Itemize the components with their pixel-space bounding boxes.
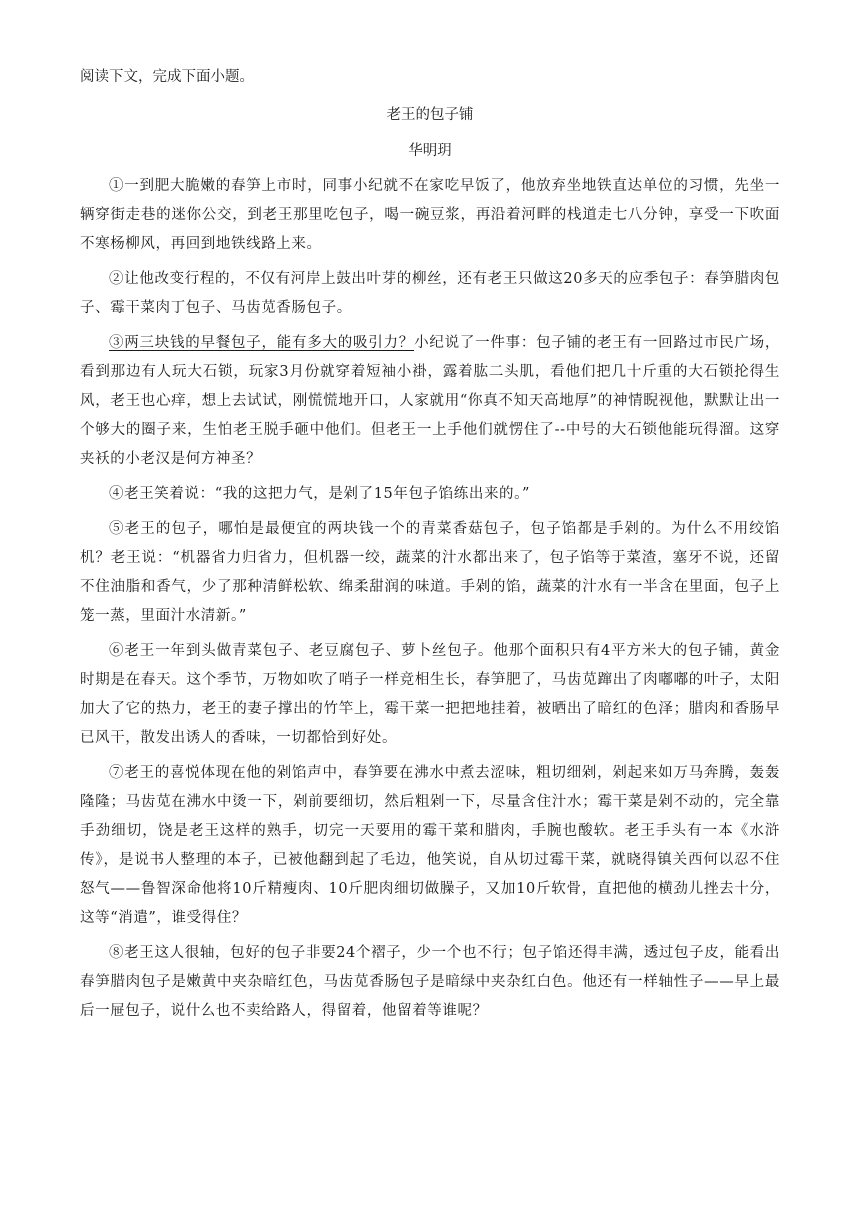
paragraph-8: ⑧老王这人很轴，包好的包子非要24个褶子，少一个也不行；包子馅还得丰满，透过包子皮，能看出春笋腊肉包子是嫩黄中夹杂暗红色，马齿苋香肠包子是暗绿中夹杂红白色。他还有一样轴性子——早上最后一屉包子，说什么也不卖给路人，得留着，他留着等谁呢？	[80, 945, 780, 1019]
paragraph-7: ⑦老王的喜悦体现在他的剁馅声中，春笋要在沸水中煮去涩味，粗切细剁，剁起来如万马奔腾，轰轰隆隆；马齿苋在沸水中烫一下，剁前要细切，然后粗剁一下，尽量含住汁水；霉干菜是剁不动的，完全靠手劲细切，饶是老王这样的熟手，切完一天要用的霉干菜和腊肉，手腕也酸软。老王手头有一本《水浒传》，是说书人整理的本子，已被他翻到起了毛边，他笑说，自从切过霉干菜，就晓得镇关西何以忍不住怒气——鲁智深命他将10斤精瘦肉、10斤肥肉细切做臊子，又加10斤软骨，直把他的横劲儿挫去十分，这等“消遣”，谁受得住？	[80, 765, 780, 926]
paragraph-2: ②让他改变行程的，不仅有河岸上鼓出叶芽的柳丝，还有老王只做这20多天的应季包子：春笋腊肉包子、霉干菜肉丁包子、马齿苋香肠包子。	[80, 271, 780, 316]
paragraph-6: ⑥老王一年到头做青菜包子、老豆腐包子、萝卜丝包子。他那个面积只有4平方米大的包子铺，黄金时期是在春天。这个季节，万物如吹了哨子一样竞相生长，春笋肥了，马齿苋蹿出了肉嘟嘟的叶子，太阳加大了它的热力，老王的妻子撑出的竹竿上，霉干菜一把把地挂着，被晒出了暗红的色泽；腊肉和香肠早已风干，散发出诱人的香味，一切都恰到好处。	[80, 643, 780, 746]
paragraph-1: ①一到肥大脆嫩的春笋上市时，同事小纪就不在家吃早饭了，他放弃坐地铁直达单位的习惯，先坐一辆穿街走巷的迷你公交，到老王那里吃包子，喝一碗豆浆，再沿着河畔的栈道走七八分钟，享受一下吹面不寒杨柳风，再回到地铁线路上来。	[80, 178, 780, 252]
document-page	[80, 66, 780, 1032]
underlined-sentence: ③两三块钱的早餐包子，能有多大的吸引力？	[109, 335, 415, 351]
paragraph-4: ④老王笑着说：“我的这把力气，是剁了15年包子馅练出来的。”	[109, 486, 531, 502]
instruction-text: 阅读下文，完成下面小题。	[80, 69, 254, 85]
article-author: 华明玥	[408, 143, 452, 159]
paragraph-3-rest: 小纪说了一件事：包子铺的老王有一回路过市民广场，看到那边有人玩大石锁，玩家3月份就穿着短袖小褂，露着肱二头肌，看他们把几十斤重的大石锁抡得生风，老王也心痒，想上去试试，刚慌慌地开口，人家就用“你真不知天高地厚”的神情睨视他，默默让出一个够大的圈子来，生怕老王脱手砸中他们。但老王一上手他们就愣住了--中号的大石锁他能玩得溜。这穿夹袄的小老汉是何方神圣？	[80, 335, 781, 467]
paragraph-3	[80, 329, 780, 474]
article-title: 老王的包子铺	[386, 107, 474, 123]
paragraph-5: ⑤老王的包子，哪怕是最便宜的两块钱一个的青菜香菇包子，包子馅都是手剁的。为什么不用绞馅机？老王说：“机器省力归省力，但机器一绞，蔬菜的汁水都出来了，包子馅等于菜渣，塞牙不说，还留不住油脂和香气，少了那种清鲜松软、绵柔甜润的味道。手剁的馅，蔬菜的汁水有一半含在里面，包子上笼一蒸，里面汁水清新。”	[80, 521, 780, 624]
